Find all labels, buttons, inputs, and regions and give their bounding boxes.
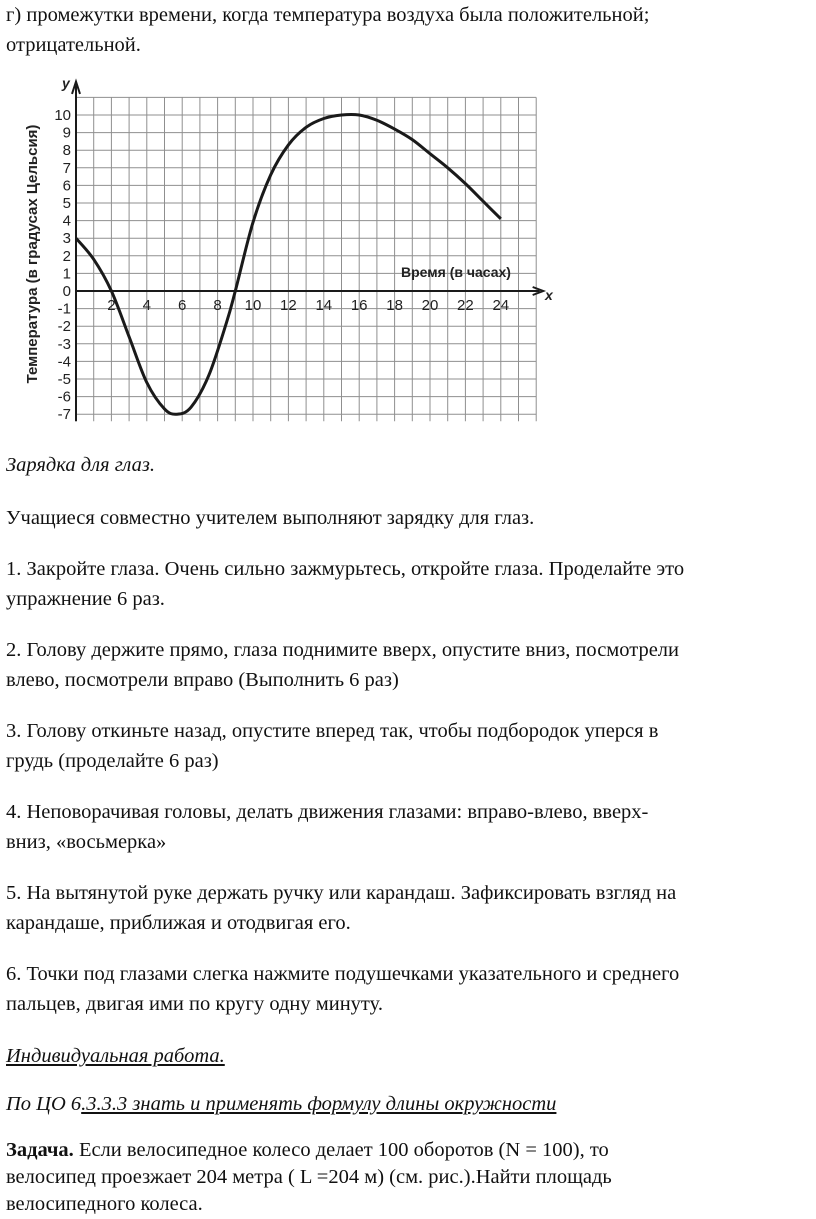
chart-grid: [76, 97, 536, 421]
y-tick-label: 9: [62, 124, 71, 142]
objective-text: .3.3.3 знать и применять формулу длины окружности: [81, 1093, 557, 1115]
exercise-5-line-1: 5. На вытянутой руке держать ручку или карандаш. Зафиксировать взгляд на: [6, 882, 677, 904]
y-tick-label: 4: [62, 212, 71, 230]
y-tick-label: 8: [62, 142, 71, 160]
y-tick-label: 6: [62, 177, 71, 195]
section-eye-exercise-title: Зарядка для глаз.: [6, 454, 155, 476]
task-label: Задача.: [6, 1139, 74, 1161]
y-tick-label: -7: [57, 406, 71, 424]
x-tick-label: 10: [244, 297, 262, 314]
exercise-3-line-1: 3. Голову откиньте назад, опустите вперед так, чтобы подбородок уперся в: [6, 720, 659, 742]
x-axis-title: Время (в часах): [401, 264, 511, 280]
y-tick-label: 5: [62, 195, 71, 212]
section-individual-work-title: Индивидуальная работа.: [6, 1045, 225, 1067]
y-tick-label: -1: [57, 300, 71, 318]
intro-line-1: г) промежутки времени, когда температура воздуха была положительной;: [6, 4, 650, 26]
x-tick-label: 22: [457, 297, 474, 314]
exercise-6-line-2: пальцев, двигая ими по кругу одну минуту.: [6, 993, 383, 1015]
task-text-1: Если велосипедное колесо делает 100 оборотов (N = 100), то: [73, 1139, 609, 1161]
x-axis-letter: x: [545, 287, 553, 303]
y-tick-label: 0: [62, 283, 71, 300]
exercise-4-line-2: вниз, «восьмерка»: [6, 831, 167, 853]
task-line-2: велосипед проезжает 204 метра ( L =204 м) (см. рис.).Найти площадь: [6, 1166, 612, 1188]
x-tick-label: 4: [142, 297, 151, 314]
objective-prefix: По ЦО 6: [6, 1093, 82, 1115]
exercise-2-line-2: влево, посмотрели вправо (Выполнить 6 раз): [6, 669, 399, 691]
intro-line-2: отрицательной.: [6, 34, 141, 56]
temperature-chart: [0, 66, 560, 438]
x-tick-label: 8: [213, 297, 222, 314]
task-line-3: велосипедного колеса.: [6, 1193, 203, 1215]
x-tick-label: 18: [386, 297, 403, 314]
task-line-1: [6, 1135, 812, 1165]
y-axis-letter: y: [62, 75, 70, 91]
y-tick-label: 10: [54, 107, 71, 124]
section-eye-exercise-intro: Учащиеся совместно учителем выполняют зарядку для глаз.: [6, 507, 535, 529]
exercise-1-line-1: 1. Закройте глаза. Очень сильно зажмурьтесь, откройте глаза. Проделайте это: [6, 558, 685, 580]
y-tick-label: -4: [57, 353, 71, 371]
exercise-5-line-2: карандаше, приближая и отодвигая его.: [6, 912, 351, 934]
x-tick-label: 2: [107, 297, 116, 314]
y-tick-label: -5: [57, 371, 71, 388]
learning-objective: [6, 1089, 812, 1119]
x-tick-label: 6: [178, 297, 187, 314]
x-tick-label: 14: [315, 297, 333, 314]
y-tick-label: 7: [62, 159, 71, 177]
exercise-6-line-1: 6. Точки под глазами слегка нажмите подушечками указательного и среднего: [6, 963, 680, 985]
y-tick-label: 2: [62, 247, 71, 265]
y-tick-label: 3: [62, 230, 71, 248]
x-tick-label: 12: [280, 297, 297, 314]
y-tick-label: -6: [57, 388, 71, 406]
x-tick-label: 24: [492, 297, 510, 314]
y-tick-label: -2: [57, 318, 71, 336]
exercise-3-line-2: грудь (проделайте 6 раз): [6, 750, 219, 772]
exercise-1-line-2: упражнение 6 раз.: [6, 588, 165, 610]
exercise-2-line-1: 2. Голову держите прямо, глаза поднимите вверх, опустите вниз, посмотрели: [6, 639, 680, 661]
y-tick-label: 1: [62, 265, 71, 283]
y-tick-label: -3: [57, 335, 71, 353]
x-tick-label: 16: [350, 297, 368, 314]
exercise-4-line-1: 4. Неповорачивая головы, делать движения глазами: вправо-влево, вверх-: [6, 801, 649, 823]
x-tick-label: 20: [421, 297, 439, 314]
y-axis-label: Температура (в градусах Цельсия): [24, 124, 41, 384]
